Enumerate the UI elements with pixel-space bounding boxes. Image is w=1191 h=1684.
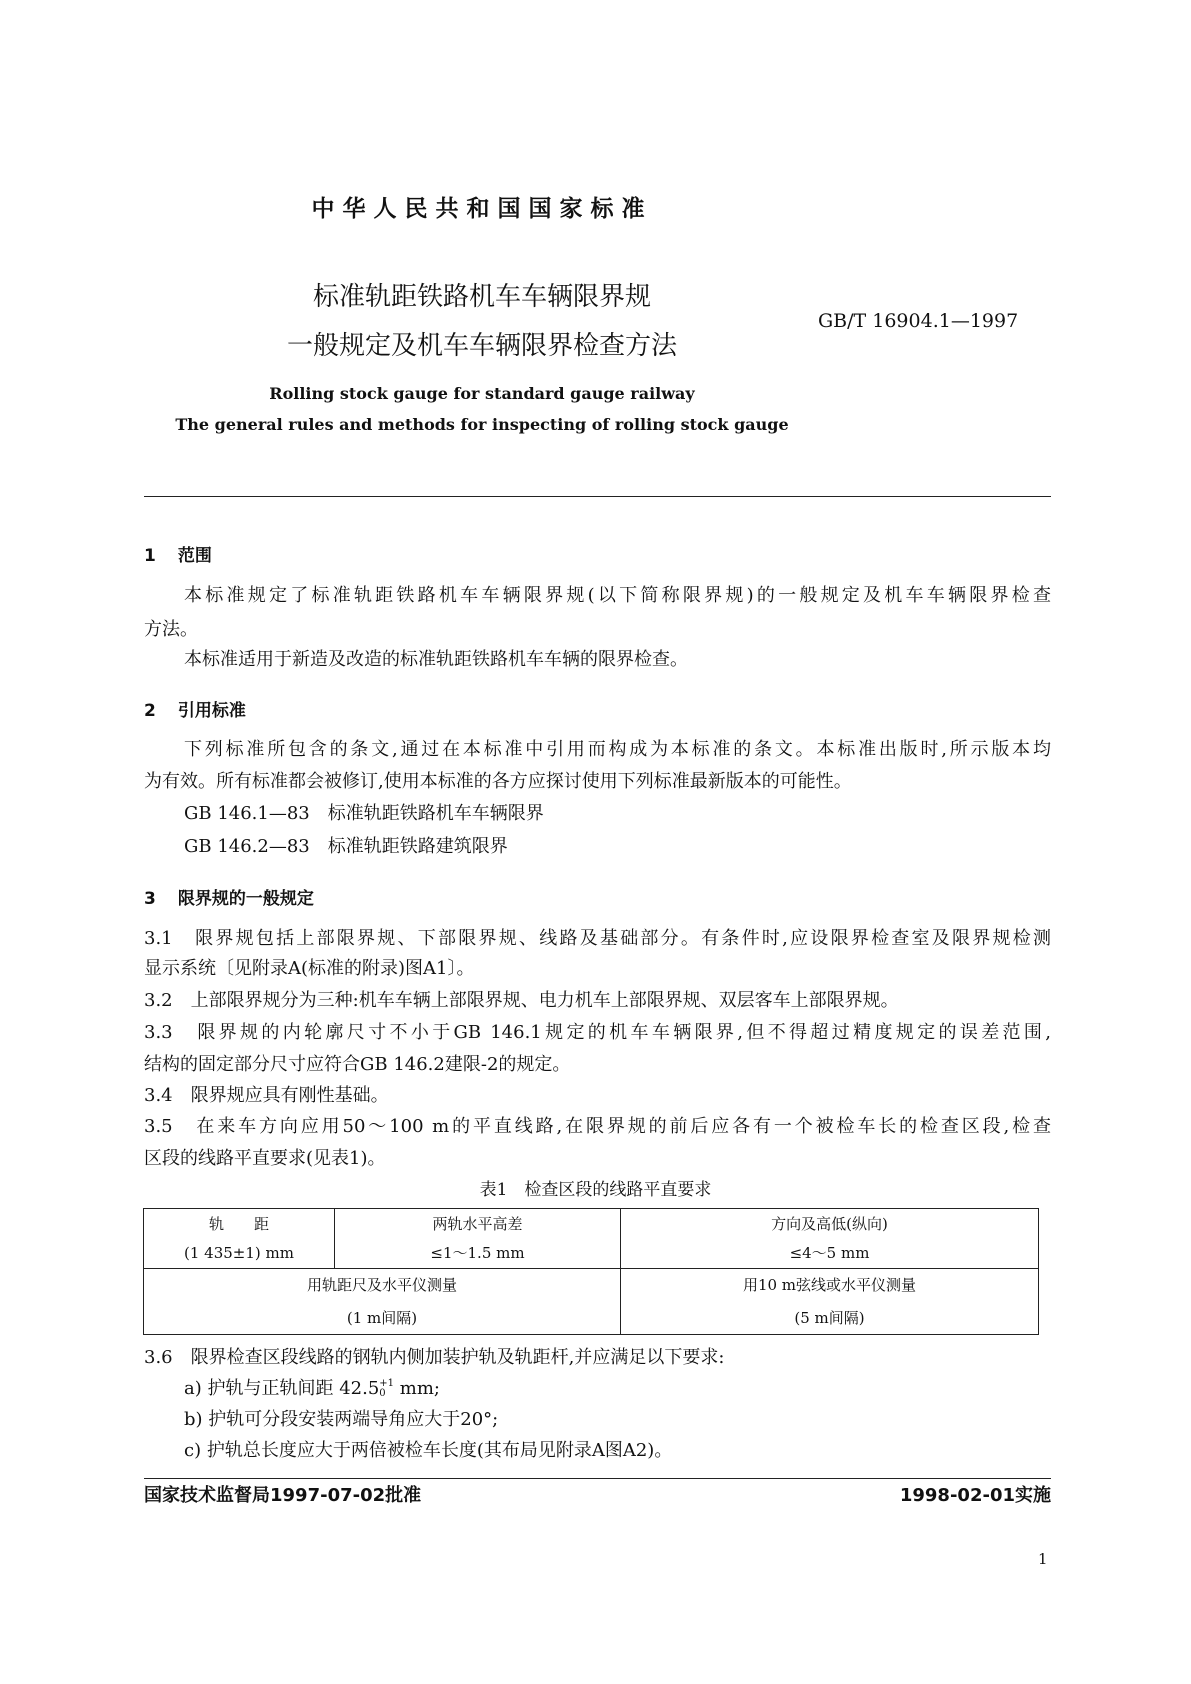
table-cell: (1 435±1) mm — [144, 1239, 335, 1269]
paragraph: 方法。 — [144, 619, 198, 640]
list-item-a: a) 护轨与正轨间距 42.5 +1 0 mm; — [184, 1378, 440, 1399]
paragraph: 下列标准所包含的条文,通过在本标准中引用而构成为本标准的条文。本标准出版时,所示版本均 — [184, 739, 1051, 760]
clause-3-5-cont: 区段的线路平直要求(见表1)。 — [144, 1148, 386, 1169]
title-cn-line2: 一般规定及机车车辆限界检查方法 — [286, 331, 677, 361]
country-standard-heading: 中华人民共和国国家标准 — [311, 196, 653, 222]
clause-3-6: 3.6 限界检查区段线路的钢轨内侧加装护轨及轨距杆,并应满足以下要求: — [144, 1347, 725, 1368]
header-divider — [144, 496, 1051, 497]
effective-date: 1998-02-01实施 — [899, 1485, 1051, 1506]
clause-3-1-cont: 显示系统〔见附录A(标准的附录)图A1〕。 — [144, 958, 475, 979]
standard-code: GB/T 16904.1—1997 — [818, 310, 1019, 332]
table-cell: 用10 m弦线或水平仪测量 — [621, 1269, 1039, 1302]
table-1 — [143, 1208, 1039, 1335]
reference-item: GB 146.2—83 标准轨距铁路建筑限界 — [184, 836, 508, 857]
clause-3-3: 3.3 限界规的内轮廓尺寸不小于GB 146.1规定的机车车辆限界,但不得超过精度规定的误差范围, — [144, 1022, 1051, 1043]
list-item-b: b) 护轨可分段安装两端导角应大于20°; — [184, 1409, 499, 1430]
table-header-cell: 两轨水平高差 — [335, 1209, 621, 1239]
page-number: 1 — [1038, 1550, 1048, 1568]
paragraph: 本标准适用于新造及改造的标准轨距铁路机车车辆的限界检查。 — [184, 649, 688, 670]
clause-3-2: 3.2 上部限界规分为三种:机车车辆上部限界规、电力机车上部限界规、双层客车上部限界规。 — [144, 990, 899, 1011]
clause-3-5: 3.5 在来车方向应用50～100 m的平直线路,在限界规的前后应各有一个被检车长的检查区段,检查 — [144, 1116, 1051, 1137]
footer-divider — [144, 1478, 1051, 1479]
paragraph: 本标准规定了标准轨距铁路机车车辆限界规(以下简称限界规)的一般规定及机车车辆限界检查 — [184, 585, 1051, 606]
clause-3-1: 3.1 限界规包括上部限界规、下部限界规、线路及基础部分。有条件时,应设限界检查室及限界规检测 — [144, 928, 1051, 949]
title-en-line1: Rolling stock gauge for standard gauge railway — [269, 384, 695, 403]
clause-3-3-cont: 结构的固定部分尺寸应符合GB 146.2建限-2的规定。 — [144, 1054, 571, 1075]
reference-item: GB 146.1—83 标准轨距铁路机车车辆限界 — [184, 803, 544, 824]
title-en-line2: The general rules and methods for inspecting of rolling stock gauge — [175, 415, 789, 434]
table-header-cell: 轨 距 — [144, 1209, 335, 1239]
section-2-heading: 2 引用标准 — [144, 701, 246, 721]
table-cell: (5 m间隔) — [621, 1302, 1039, 1335]
paragraph: 为有效。所有标准都会被修订,使用本标准的各方应探讨使用下列标准最新版本的可能性。 — [144, 771, 852, 792]
table-header-cell: 方向及高低(纵向) — [621, 1209, 1039, 1239]
table-cell: ≤1～1.5 mm — [335, 1239, 621, 1269]
table-cell: ≤4～5 mm — [621, 1239, 1039, 1269]
clause-3-4: 3.4 限界规应具有刚性基础。 — [144, 1085, 389, 1106]
table-cell: 用轨距尺及水平仪测量 — [144, 1269, 621, 1302]
approval-date: 国家技术监督局1997-07-02批准 — [144, 1485, 422, 1506]
title-cn-line1: 标准轨距铁路机车车辆限界规 — [312, 282, 651, 312]
table-caption: 表1 检查区段的线路平直要求 — [479, 1180, 712, 1200]
section-1-heading: 1 范围 — [144, 546, 212, 566]
section-3-heading: 3 限界规的一般规定 — [144, 889, 314, 909]
table-cell: (1 m间隔) — [144, 1302, 621, 1335]
list-item-c: c) 护轨总长度应大于两倍被检车长度(其布局见附录A图A2)。 — [184, 1440, 673, 1461]
